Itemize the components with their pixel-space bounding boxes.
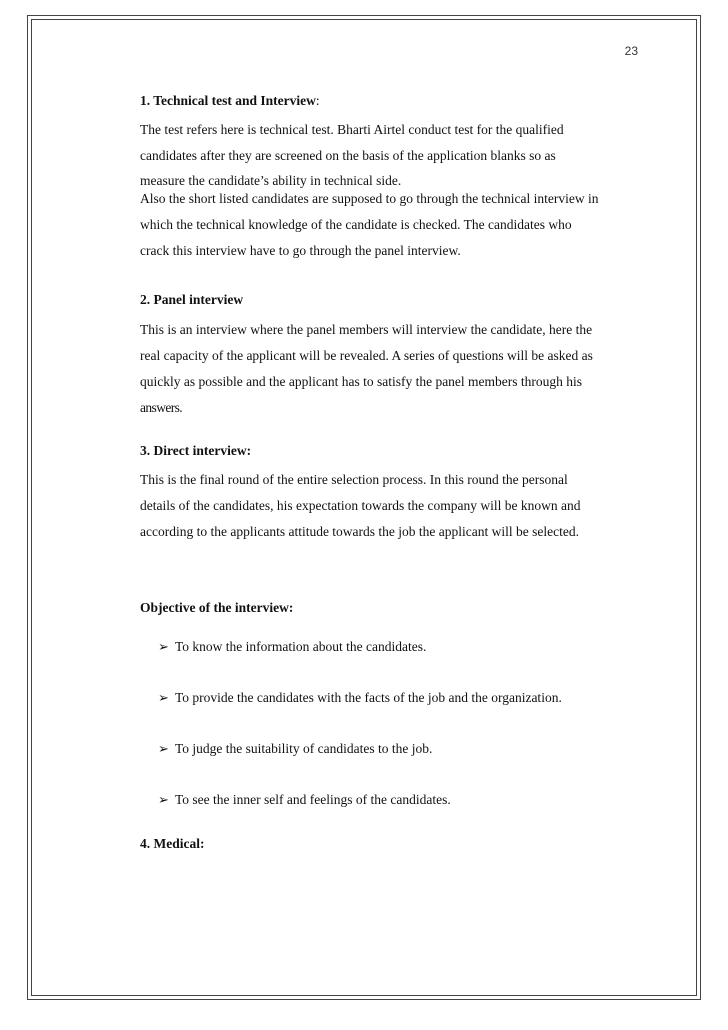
list-item [140,740,655,758]
paragraph-line: This is the final round of the entire selection process. In this round the personal [140,472,568,487]
list-item-text: To provide the candidates with the facts of the job and the organization. [175,690,562,705]
paragraph-line: quickly as possible and the applicant has to satisfy the panel members through his [140,374,583,389]
page-number: 23 [624,44,638,58]
paragraph-line: details of the candidates, his expectation towards the company will be known and [140,498,581,513]
paragraph-line: The test refers here is technical test. Bharti Airtel conduct test for the qualified [140,122,564,137]
section-heading-technical-test [140,92,320,110]
section-heading-medical [140,835,204,853]
list-item [140,689,655,707]
section-heading-direct-interview [140,442,251,460]
paragraph-line: This is an interview where the panel members will interview the candidate, here the [140,322,593,337]
list-item-text: To see the inner self and feelings of the candidates. [175,792,451,807]
objective-heading [140,599,293,617]
arrow-bullet-icon: ➢ [158,639,169,654]
heading-text: 4. Medical: [140,836,205,851]
list-item-text: To know the information about the candidates. [175,639,427,654]
heading-text: 1. Technical test and Interview [140,93,316,108]
paragraph-line: candidates after they are screened on the basis of the application blanks so as [140,148,556,163]
heading-text: 2. Panel interview [140,292,244,307]
arrow-bullet-icon: ➢ [158,690,169,705]
paragraph-line: crack this interview have to go through the panel interview. [140,243,461,258]
paragraph-line: measure the candidate’s ability in technical side. [140,173,402,188]
paragraph-line: which the technical knowledge of the candidate is checked. The candidates who [140,217,572,232]
list-item-text: To judge the suitability of candidates to the job. [175,741,433,756]
heading-text: Objective of the interview: [140,600,294,615]
paragraph-line: answers. [140,400,183,415]
list-item [140,791,655,809]
section-heading-panel-interview [140,291,243,309]
section-paragraph-panel-interview [140,319,593,419]
heading-colon: : [315,93,320,108]
paragraph-line: according to the applicants attitude towards the job the applicant will be selected. [140,524,579,539]
arrow-bullet-icon: ➢ [158,792,169,807]
paragraph-line: Also the short listed candidates are supposed to go through the technical interview in [140,191,599,206]
paragraph-line: real capacity of the applicant will be revealed. A series of questions will be asked as [140,348,593,363]
list-item [140,638,655,656]
arrow-bullet-icon: ➢ [158,741,169,756]
heading-text: 3. Direct interview: [140,443,252,458]
section-paragraph-direct-interview [140,469,581,543]
section-paragraph-technical-test [140,119,599,262]
